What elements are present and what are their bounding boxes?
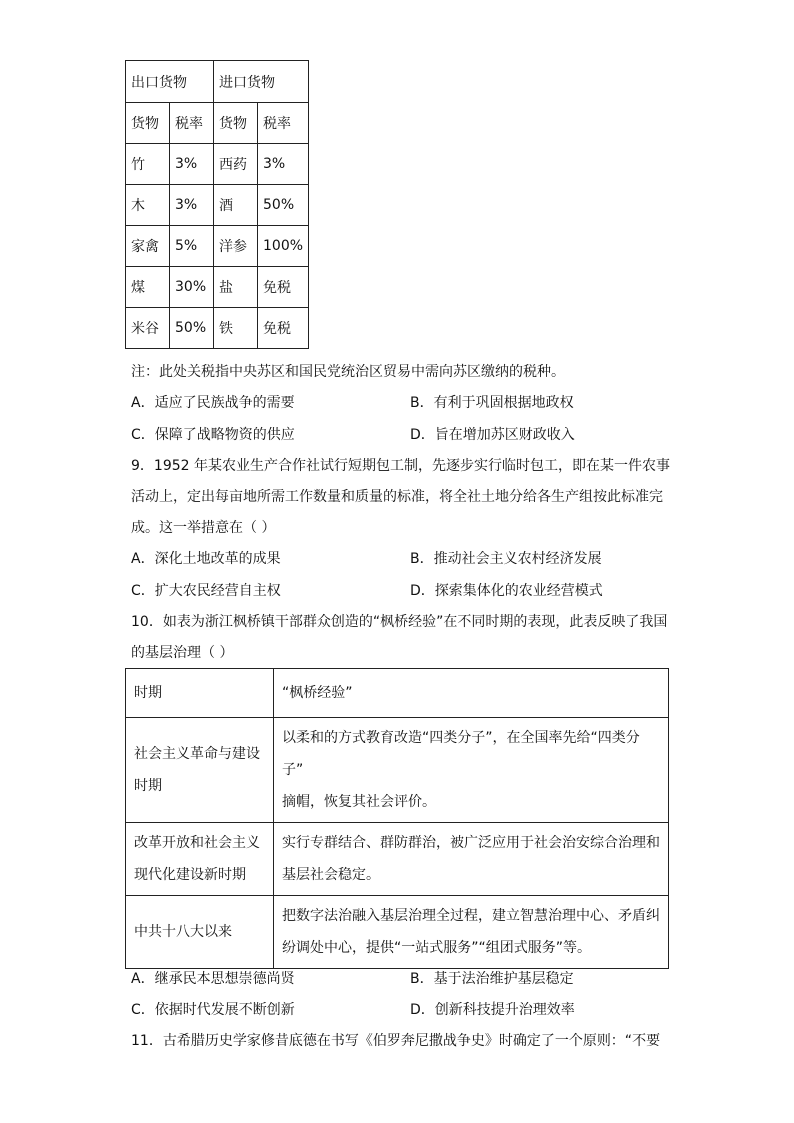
- header-period: 时期: [126, 669, 274, 718]
- table-row: [126, 308, 309, 349]
- table-cell: 煤: [126, 267, 170, 308]
- subheader-rate: 税率: [170, 103, 214, 144]
- table-cell: 木: [126, 185, 170, 226]
- table-cell: 3%: [258, 144, 309, 185]
- period-line: 现代化建设新时期: [134, 867, 246, 883]
- table-row: [126, 718, 669, 823]
- table-cell: 免税: [258, 308, 309, 349]
- table-cell: 米谷: [126, 308, 170, 349]
- q11-stem-line-1: 11．古希腊历史学家修昔底德在书写《伯罗奔尼撒战争史》时确定了一个原则：“不要: [131, 1033, 661, 1049]
- table-cell: 30%: [170, 267, 214, 308]
- content-cell: [274, 718, 669, 823]
- header-experience: “枫桥经验”: [274, 669, 669, 718]
- q9-option-b: B．推动社会主义农村经济发展: [410, 551, 602, 567]
- q9-stem-line-3: 成。这一举措意在（ ）: [131, 520, 276, 536]
- subheader-rate: 税率: [258, 103, 309, 144]
- q10-option-b: B．基于法治维护基层稳定: [410, 971, 574, 987]
- period-line: 改革开放和社会主义: [134, 835, 260, 851]
- table-cell: 铁: [214, 308, 258, 349]
- period-cell: [126, 823, 274, 896]
- table-cell: 竹: [126, 144, 170, 185]
- table-cell: 50%: [258, 185, 309, 226]
- content-line: 以柔和的方式教育改造“四类分子”，在全国率先给“四类分子”: [282, 730, 640, 778]
- content-line: 纷调处中心，提供“一站式服务”“组团式服务”等。: [282, 940, 592, 956]
- table-cell: 酒: [214, 185, 258, 226]
- content-cell: [274, 823, 669, 896]
- q9-option-a: A．深化土地改革的成果: [131, 551, 281, 567]
- q10-stem-line-1: 10．如表为浙江枫桥镇干部群众创造的“枫桥经验”在不同时期的表现，此表反映了我国: [131, 614, 668, 630]
- table-row: [126, 144, 309, 185]
- period-line: 中共十八大以来: [134, 924, 232, 940]
- table-row: [126, 226, 309, 267]
- table-row: [126, 267, 309, 308]
- tariff-table: [125, 60, 309, 349]
- table-cell: 家禽: [126, 226, 170, 267]
- export-goods-header: 出口货物: [126, 61, 214, 103]
- table-cell: 3%: [170, 185, 214, 226]
- q8-option-c: C．保障了战略物资的供应: [131, 427, 295, 443]
- q8-option-b: B．有利于巩固根据地政权: [410, 395, 574, 411]
- content-cell: [274, 896, 669, 969]
- content-line: 基层社会稳定。: [282, 867, 380, 883]
- table-cell: 100%: [258, 226, 309, 267]
- q9-stem-line-1: 9．1952 年某农业生产合作社试行短期包工制，先逐步实行临时包工，即在某一件农事: [131, 458, 670, 474]
- table-cell: 盐: [214, 267, 258, 308]
- table-cell: 免税: [258, 267, 309, 308]
- table-cell: 西药: [214, 144, 258, 185]
- q10-stem-line-2: 的基层治理（ ）: [131, 645, 234, 661]
- q9-option-d: D．探索集体化的农业经营模式: [410, 583, 603, 599]
- table-cell: 3%: [170, 144, 214, 185]
- content-line: 实行专群结合、群防群治，被广泛应用于社会治安综合治理和: [282, 835, 660, 851]
- q10-option-c: C．依据时代发展不断创新: [131, 1002, 295, 1018]
- fengqiao-header-row: [126, 669, 669, 718]
- fengqiao-table: [125, 668, 669, 969]
- table-cell: 洋参: [214, 226, 258, 267]
- q9-stem-line-2: 活动上，定出每亩地所需工作数量和质量的标准，将全社土地分给各生产组按此标准完: [131, 489, 663, 505]
- tariff-header-row: [126, 61, 309, 103]
- content-line: 摘帽，恢复其社会评价。: [282, 794, 436, 810]
- period-cell: [126, 896, 274, 969]
- import-goods-header: 进口货物: [214, 61, 309, 103]
- q10-option-a: A．继承民本思想崇德尚贤: [131, 971, 295, 987]
- subheader-goods: 货物: [126, 103, 170, 144]
- q9-option-c: C．扩大农民经营自主权: [131, 583, 281, 599]
- q8-option-a: A．适应了民族战争的需要: [131, 395, 295, 411]
- q10-option-d: D．创新科技提升治理效率: [410, 1002, 575, 1018]
- period-line: 社会主义革命与建设: [134, 746, 260, 762]
- subheader-goods: 货物: [214, 103, 258, 144]
- table-row: [126, 185, 309, 226]
- period-cell: [126, 718, 274, 823]
- tariff-subheader-row: [126, 103, 309, 144]
- table-row: [126, 823, 669, 896]
- table-cell: 5%: [170, 226, 214, 267]
- period-line: 时期: [134, 778, 162, 794]
- table-row: [126, 896, 669, 969]
- table-note: 注：此处关税指中央苏区和国民党统治区贸易中需向苏区缴纳的税种。: [131, 364, 565, 380]
- content-line: 把数字法治融入基层治理全过程，建立智慧治理中心、矛盾纠: [282, 908, 660, 924]
- table-cell: 50%: [170, 308, 214, 349]
- q8-option-d: D．旨在增加苏区财政收入: [410, 427, 575, 443]
